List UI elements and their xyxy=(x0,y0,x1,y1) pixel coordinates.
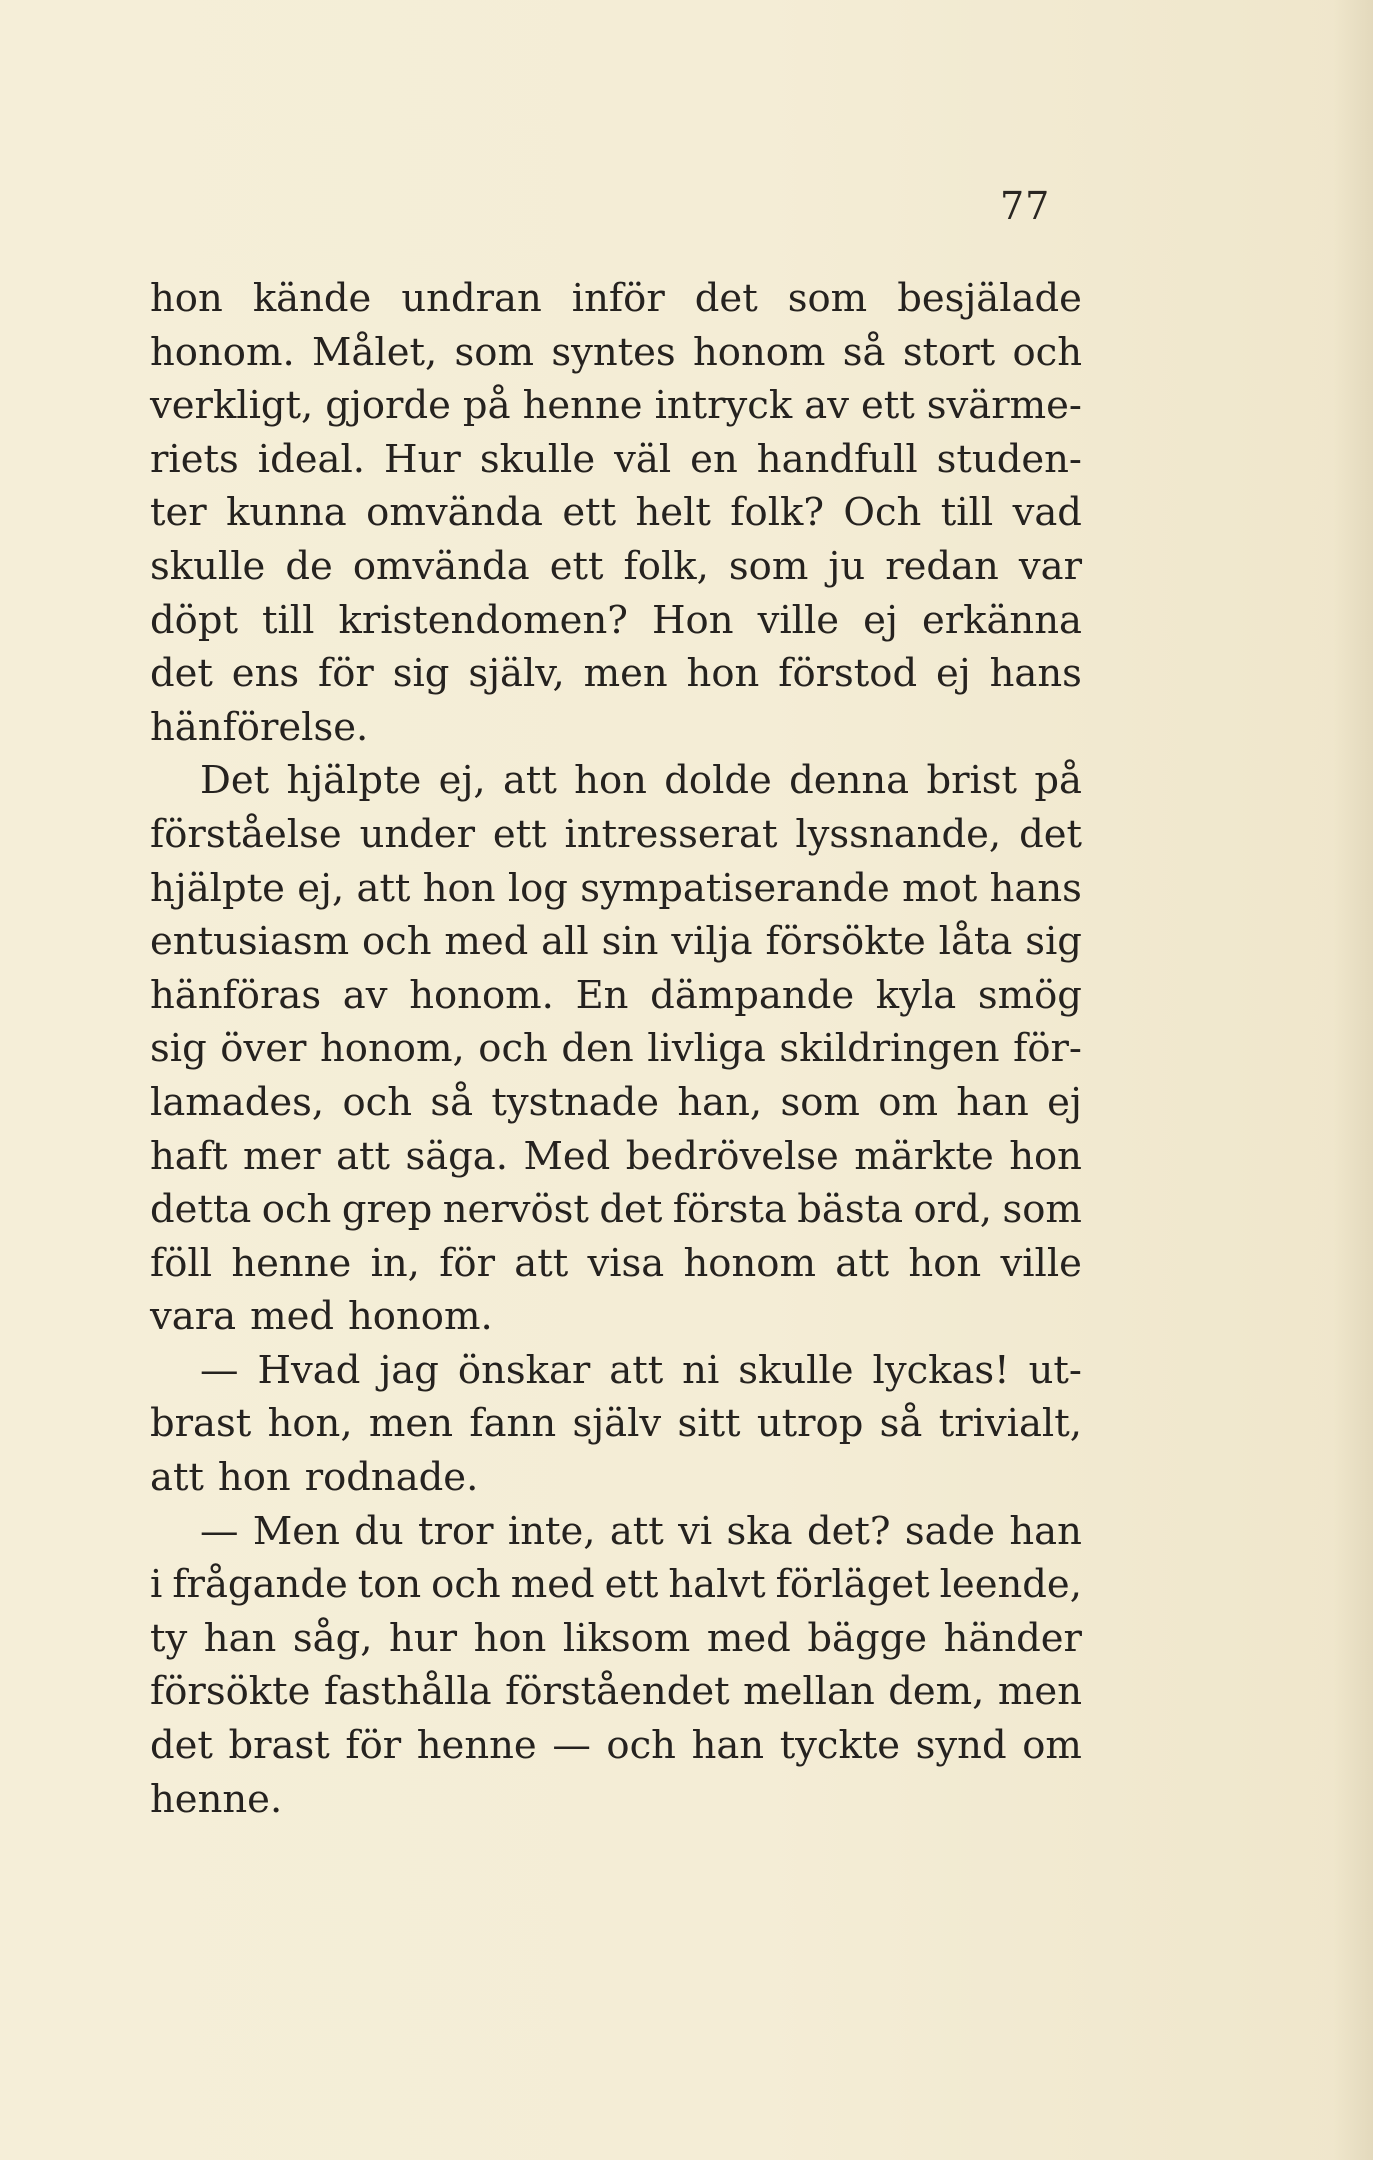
text-line xyxy=(150,1183,1082,1237)
text-line xyxy=(150,1451,1082,1505)
word: dem, xyxy=(888,1669,985,1715)
word: inte, xyxy=(507,1508,596,1554)
text-line xyxy=(150,1022,1082,1076)
word: ideal. xyxy=(257,436,365,482)
word: i xyxy=(150,1562,163,1608)
word: hon xyxy=(574,758,647,804)
word: bästa xyxy=(797,1187,904,1233)
word: till xyxy=(940,490,994,536)
word: svärme- xyxy=(926,383,1082,429)
word: brast xyxy=(228,1723,330,1769)
word: ett xyxy=(492,811,547,857)
word: smög xyxy=(977,972,1082,1018)
text-line xyxy=(150,326,1082,380)
text-line xyxy=(150,915,1082,969)
word: att xyxy=(609,1508,664,1554)
word: förläget xyxy=(775,1562,930,1608)
word: kunna xyxy=(226,490,347,536)
word: hans xyxy=(989,865,1082,911)
word: och xyxy=(342,1079,413,1125)
word: den xyxy=(561,1026,634,1072)
word: som xyxy=(787,276,868,321)
word: handfull xyxy=(756,436,918,482)
word: det xyxy=(1019,811,1082,857)
word: det xyxy=(150,651,213,697)
word: hon xyxy=(686,651,760,697)
word: han xyxy=(691,1723,765,1769)
text-line xyxy=(150,594,1082,648)
word: riets xyxy=(150,436,239,482)
word: men xyxy=(997,1669,1082,1715)
word: ska xyxy=(726,1508,793,1554)
word: — xyxy=(200,1508,239,1554)
word: och xyxy=(1012,329,1082,375)
word: ett xyxy=(562,490,617,536)
word: tystnade xyxy=(491,1079,660,1125)
word: så xyxy=(879,1401,923,1447)
word: såg, xyxy=(292,1615,373,1661)
word: fann xyxy=(469,1401,557,1447)
word: säga. xyxy=(405,1133,509,1179)
word: dolde xyxy=(664,758,772,804)
word: men xyxy=(583,651,668,697)
word: sade xyxy=(904,1508,995,1554)
text-line xyxy=(150,1397,1082,1451)
word: honom. xyxy=(150,329,295,375)
word: ett xyxy=(860,383,915,429)
text-line xyxy=(150,272,1082,326)
word: ej, xyxy=(297,865,345,911)
word: jag xyxy=(379,1347,439,1393)
word: förstod xyxy=(778,651,918,697)
word: kände xyxy=(252,276,372,321)
word: intresserat xyxy=(564,811,778,857)
word: om xyxy=(1022,1723,1082,1769)
word: brist xyxy=(926,758,1018,804)
word: studen- xyxy=(936,436,1082,482)
word: försökte xyxy=(150,1669,311,1715)
word: haft xyxy=(150,1133,228,1179)
word: det xyxy=(694,276,758,321)
text-line xyxy=(150,1558,1082,1612)
word: ter xyxy=(150,490,207,536)
word: ej xyxy=(935,651,971,697)
word: synd xyxy=(915,1723,1007,1769)
word: att xyxy=(609,1347,664,1393)
word: ville xyxy=(1000,1240,1082,1286)
word: liksom xyxy=(562,1615,691,1661)
word: hon, xyxy=(267,1401,353,1447)
word: hon xyxy=(422,865,496,911)
word: — xyxy=(200,1347,239,1393)
word: föll xyxy=(150,1240,213,1286)
word: nervöst xyxy=(442,1187,589,1233)
word: om xyxy=(878,1079,938,1125)
word: av xyxy=(342,972,388,1018)
word: kyla xyxy=(875,972,957,1018)
word: sig xyxy=(392,651,450,697)
word: önskar xyxy=(457,1347,591,1393)
text-line xyxy=(150,1505,1082,1559)
word: på xyxy=(462,383,511,429)
word: hur xyxy=(389,1615,458,1661)
word: att xyxy=(150,1455,204,1501)
word: intryck xyxy=(654,383,793,429)
word: som xyxy=(728,543,809,589)
word: skulle xyxy=(150,543,266,589)
text-line xyxy=(150,486,1082,540)
word: erkänna xyxy=(921,597,1082,643)
word: till xyxy=(262,597,315,643)
word: att xyxy=(336,1133,390,1179)
word: redan xyxy=(885,543,999,589)
word: henne xyxy=(416,1723,537,1769)
word: att xyxy=(356,865,411,911)
word: honom xyxy=(683,1240,816,1286)
word: frågande xyxy=(172,1562,348,1608)
text-line xyxy=(150,1290,1082,1344)
word: och xyxy=(431,1562,501,1608)
word: vad xyxy=(1012,490,1082,536)
word: vi xyxy=(678,1508,713,1554)
word: ty xyxy=(150,1615,188,1661)
word: tyckte xyxy=(779,1723,901,1769)
word: en xyxy=(690,436,738,482)
word: dämpande xyxy=(650,972,855,1018)
word: stort xyxy=(902,329,996,375)
text-line xyxy=(150,1130,1082,1184)
word: att xyxy=(835,1240,890,1286)
word: för xyxy=(345,1723,402,1769)
word: sig xyxy=(1025,919,1082,965)
body-text xyxy=(150,272,1082,1826)
word: lamades, xyxy=(150,1079,325,1125)
word: ej, xyxy=(438,758,486,804)
word: hans xyxy=(989,651,1082,697)
word: för xyxy=(318,651,374,697)
word: henne xyxy=(522,383,643,429)
word: gjorde xyxy=(325,383,451,429)
word: hjälpte xyxy=(286,758,422,804)
word: henne. xyxy=(150,1776,283,1822)
word: detta xyxy=(150,1187,252,1233)
text-line xyxy=(150,808,1082,862)
word: på xyxy=(1034,758,1082,804)
word: Hur xyxy=(384,436,461,482)
word: över xyxy=(220,1026,307,1072)
word: omvända xyxy=(352,543,530,589)
word: ej xyxy=(1047,1079,1082,1125)
text-line xyxy=(150,1773,1082,1827)
word: och xyxy=(361,919,432,965)
word: skildringen xyxy=(779,1026,1000,1072)
word: det xyxy=(599,1187,663,1233)
word: så xyxy=(430,1079,474,1125)
page-edge-shadow xyxy=(1333,0,1373,2160)
word: av xyxy=(804,383,849,429)
word: log xyxy=(507,865,568,911)
text-line xyxy=(150,1665,1082,1719)
word: utrop xyxy=(756,1401,864,1447)
word: det? xyxy=(806,1508,891,1554)
word: honom xyxy=(692,329,826,375)
word: hon xyxy=(473,1615,547,1661)
text-line xyxy=(150,701,1082,755)
word: märkte xyxy=(854,1133,994,1179)
word: livliga xyxy=(647,1026,766,1072)
word: fasthålla xyxy=(323,1669,492,1715)
word: det xyxy=(150,1723,213,1769)
word: folk? xyxy=(730,490,824,536)
word: rodnade. xyxy=(304,1455,479,1501)
word: visa xyxy=(587,1240,665,1286)
word: sin xyxy=(601,919,659,965)
word: omvända xyxy=(366,490,543,536)
word: Och xyxy=(843,490,922,536)
word: försökte xyxy=(765,919,926,965)
word: ens xyxy=(231,651,300,697)
word: mer xyxy=(242,1133,321,1179)
word: förståendet xyxy=(505,1669,730,1715)
word: hon xyxy=(1009,1133,1082,1179)
word: hon xyxy=(908,1240,982,1286)
word: hon xyxy=(150,276,223,321)
word: förståelse xyxy=(150,811,342,857)
word: sympatiserande xyxy=(580,865,890,911)
word: att xyxy=(514,1240,569,1286)
word: han xyxy=(956,1079,1029,1125)
word: folk, xyxy=(623,543,709,589)
word: hänförelse. xyxy=(150,704,369,750)
word: honom. xyxy=(409,972,554,1018)
word: men xyxy=(368,1401,453,1447)
word: första xyxy=(672,1187,787,1233)
text-line xyxy=(150,1719,1082,1773)
word: skulle xyxy=(479,436,596,482)
word: för- xyxy=(1013,1026,1082,1072)
word: — xyxy=(552,1723,591,1769)
word: verkligt, xyxy=(150,383,314,429)
word: han xyxy=(203,1615,277,1661)
word: kristendomen? xyxy=(338,597,628,643)
word: honom. xyxy=(348,1294,493,1340)
word: ju xyxy=(828,543,866,589)
word: Målet, xyxy=(312,329,438,375)
word: henne xyxy=(231,1240,352,1286)
word: de xyxy=(285,543,333,589)
word: med xyxy=(510,1562,595,1608)
word: ut- xyxy=(1028,1347,1082,1393)
word: vara xyxy=(150,1294,237,1340)
word: han, xyxy=(677,1079,763,1125)
word: ett xyxy=(549,543,604,589)
word: Med xyxy=(523,1133,611,1179)
word: lyckas! xyxy=(872,1347,1010,1393)
word: mot xyxy=(902,865,978,911)
word: som xyxy=(454,329,534,375)
word: skulle xyxy=(738,1347,854,1393)
text-line xyxy=(150,647,1082,701)
word: all xyxy=(541,919,589,965)
word: besjälade xyxy=(897,276,1082,321)
text-line xyxy=(150,540,1082,594)
word: in, xyxy=(370,1240,420,1286)
word: honom, xyxy=(320,1026,465,1072)
word: brast xyxy=(150,1401,252,1447)
word: sitt xyxy=(677,1401,741,1447)
word: helt xyxy=(635,490,711,536)
text-line xyxy=(150,1344,1082,1398)
word: ett xyxy=(604,1562,659,1608)
word: själv, xyxy=(468,651,565,697)
word: så xyxy=(842,329,886,375)
word: halvt xyxy=(668,1562,766,1608)
word: En xyxy=(575,972,629,1018)
word: Hvad xyxy=(257,1347,361,1393)
word: vilja xyxy=(671,919,753,965)
word: och xyxy=(478,1026,548,1072)
word: själv xyxy=(572,1401,662,1447)
word: hjälpte xyxy=(150,865,285,911)
word: ton xyxy=(357,1562,422,1608)
word: leende, xyxy=(939,1562,1082,1608)
text-line xyxy=(150,1612,1082,1666)
page-number: 77 xyxy=(1000,184,1051,228)
text-line xyxy=(150,1237,1082,1291)
word: och xyxy=(606,1723,676,1769)
word: bägge xyxy=(807,1615,928,1661)
word: trivialt, xyxy=(938,1401,1082,1447)
word: låta xyxy=(938,919,1013,965)
word: lyssnande, xyxy=(795,811,1002,857)
word: du xyxy=(354,1508,404,1554)
word: med xyxy=(444,919,529,965)
text-line xyxy=(150,862,1082,916)
word: väl xyxy=(614,436,672,482)
text-line xyxy=(150,754,1082,808)
word: som xyxy=(780,1079,860,1125)
word: hon xyxy=(217,1455,291,1501)
word: döpt xyxy=(150,597,238,643)
word: inför xyxy=(571,276,665,321)
text-line xyxy=(150,433,1082,487)
word: tror xyxy=(418,1508,494,1554)
word: hänföras xyxy=(150,972,322,1018)
word: mellan xyxy=(743,1669,875,1715)
word: och xyxy=(261,1187,332,1233)
word: ord, xyxy=(913,1187,992,1233)
word: bedrövelse xyxy=(625,1133,839,1179)
text-line xyxy=(150,379,1082,433)
word: entusiasm xyxy=(150,919,350,965)
word: syntes xyxy=(551,329,676,375)
word: med xyxy=(250,1294,334,1340)
word: att xyxy=(502,758,557,804)
word: denna xyxy=(789,758,910,804)
word: ville xyxy=(757,597,840,643)
word: Det xyxy=(200,758,270,804)
word: grep xyxy=(341,1187,433,1233)
word: som xyxy=(1002,1187,1082,1233)
text-line xyxy=(150,969,1082,1023)
word: Men xyxy=(252,1508,340,1554)
word: med xyxy=(706,1615,791,1661)
word: Hon xyxy=(651,597,734,643)
word: ni xyxy=(682,1347,720,1393)
text-line xyxy=(150,1076,1082,1130)
word: under xyxy=(359,811,475,857)
word: var xyxy=(1018,543,1082,589)
word: för xyxy=(439,1240,496,1286)
word: undran xyxy=(401,276,542,321)
word: händer xyxy=(943,1615,1082,1661)
word: sig xyxy=(150,1026,207,1072)
word: han xyxy=(1009,1508,1082,1554)
word: ej xyxy=(863,597,898,643)
